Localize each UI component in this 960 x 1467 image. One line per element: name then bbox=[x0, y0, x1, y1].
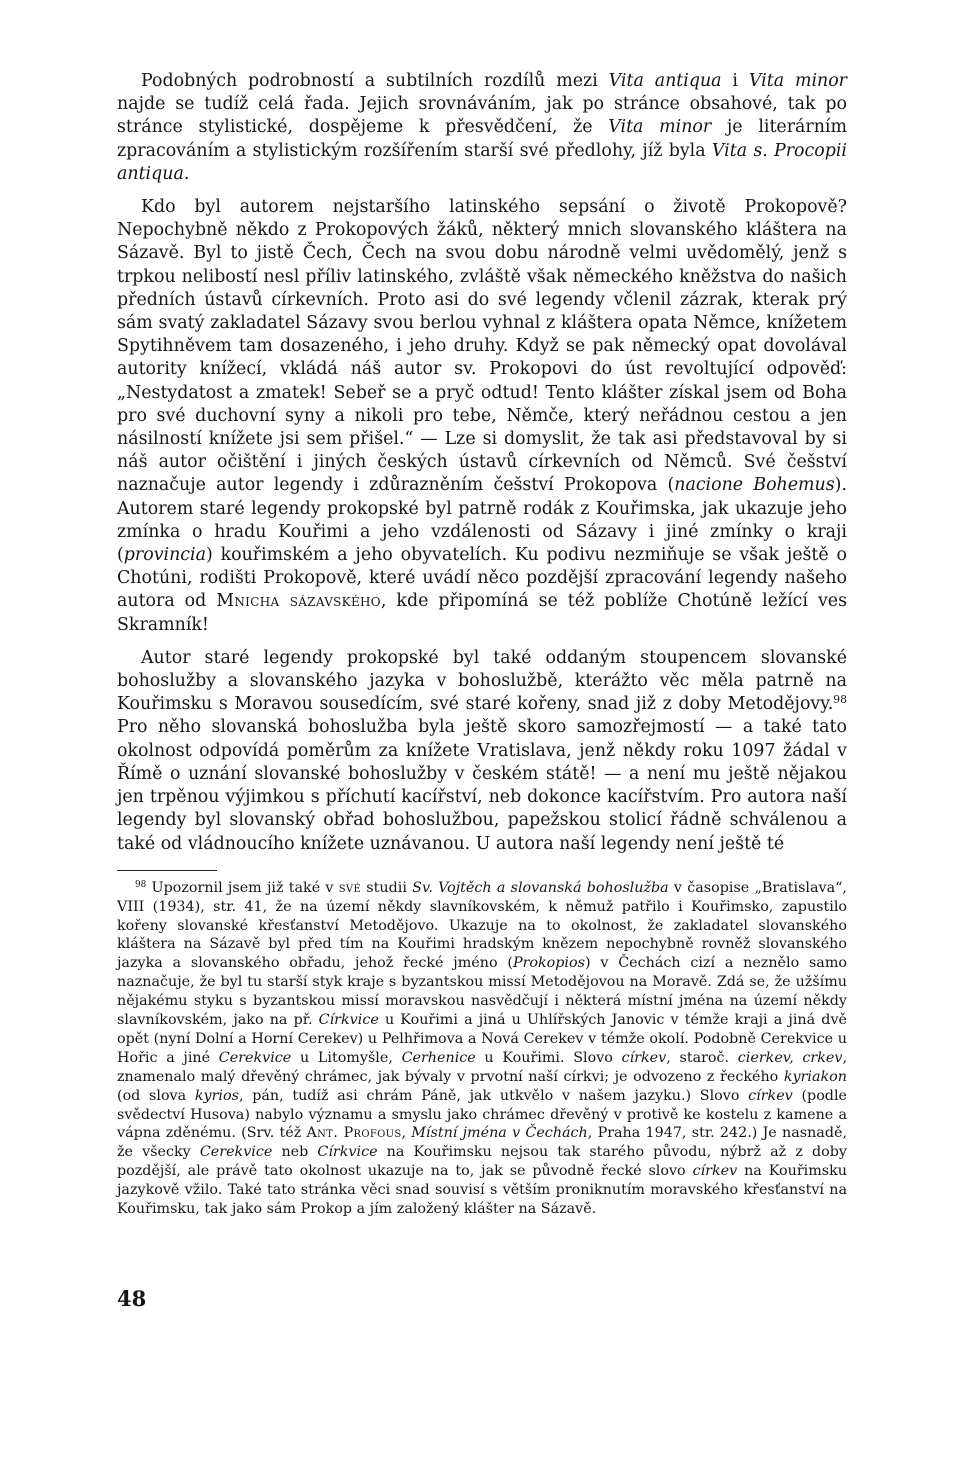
text-run: Pro něho slovanská bohoslužba byla ještě skoro samozřejmostí — a také tato okolnost odpovídá poměrům za knížete Vratislava, jenž někdy roku 1097 žádal v Římě o uznání slovanské bohoslužby v českém státě! — a není mu ještě nějakou jen trpěnou výjimkou s příchutí kacířství, neb dokonce kacířstvím. Pro autora naší legendy byl slovanský obřad bohoslužbou, papežskou stolicí řádně schválenou a také od vládnoucího knížete uznávanou. U autora naší legendy není ještě té bbox=[117, 717, 847, 854]
italic-run: Církvice bbox=[317, 1144, 378, 1161]
italic-run: provincia bbox=[123, 545, 206, 566]
italic-run: cierkev, crkev bbox=[737, 1049, 843, 1066]
page-content bbox=[117, 70, 847, 1219]
text-run: v časopise „Bratislava“, VIII (1934), str. 41, že na území někdy slavníkovském, k němuž patřilo i Kouřimsko, zapustilo kořeny slovanské křesťanství Metodějovo. Ukazuje na to okolnost, že zakladatel slovanského kláštera na Sázavě byl před tím na Kouřimi hradským knězem nepochybně rovněž slovanského jazyka a slovanského obřadu, jehož řecké jméno ( bbox=[117, 879, 847, 972]
footnote-marker: 98 bbox=[135, 879, 147, 890]
paragraph-1 bbox=[117, 70, 847, 186]
italic-run: církev bbox=[748, 1087, 793, 1104]
italic-run: kyrios bbox=[194, 1087, 239, 1104]
text-run: , Praha 1947, str. 242.) Je nasnadě, že všecky bbox=[117, 1125, 847, 1161]
text-run: Upozornil jsem již také v bbox=[146, 879, 339, 896]
paragraph-3 bbox=[117, 647, 847, 856]
text-run: najde se tudíž celá řada. Jejich srovnáváním, jak po stránce obsahové, tak po stránce stylistické, dospějeme k přesvědčení, že bbox=[117, 94, 847, 138]
italic-run: Vita s. Procopii antiqua bbox=[117, 140, 847, 184]
small-caps-run: Mnicha sázavského bbox=[216, 591, 381, 612]
text-run: Podobných podrobností a subtilních rozdílů mezi bbox=[141, 71, 609, 91]
italic-run: Vita minor bbox=[748, 71, 847, 91]
text-run: . bbox=[183, 163, 190, 184]
text-run: Kdo byl autorem nejstaršího latinského sepsání o životě Prokopově? Nepochybně někdo z Prokopových žáků, některý mnich slovanského kláštera na Sázavě. Byl to jistě Čech, Čech na svou dobu národně velmi uvědomělý, jenž s trpkou nelibostí nesl příliv latinského, zvláště však německého kněžstva do našich předních ústavů církevních. Proto asi do své legendy včlenil zázrak, kterak prý sám svatý zakladatel Sázavy svou berlou vyhnal z kláštera opata Němce, knížetem Spytihněvem tam dosazeného, i jeho druhy. Když se pak německý opat dovolával autority knížecí, vkládá náš autor sv. Prokopovi do úst revoltující odpověď: „Nestydatost a zmatek! Sebeř se a pryč odtud! Tento klášter získal jsem od Boha pro své duchovní syny a nikoli pro tebe, Němče, který neřádnou cestou a jen násilností knížete jsi sem přišel.“ — Lze si domyslit, že tak asi představoval by si náš autor očištění i jiných českých ústavů církevních od Němců. Své češství naznačuje autor legendy i zdůrazněním češství Prokopova ( bbox=[117, 197, 847, 496]
italic-run: nacione Bohemus bbox=[674, 475, 835, 496]
text-run: u Kouřimi a jiná u Uhlířských Janovic v témže kraji a jiná dvě opět (nyní Dolní a Horní Cerekev) u Pelhřimova a Nová Cerekev v témže okolí. Podobně Cerekvice u Hořic a jiné bbox=[117, 1012, 847, 1066]
small-caps-run: své bbox=[338, 879, 362, 896]
text-run: u Kouřimi. Slovo bbox=[475, 1049, 622, 1066]
page-number: 48 bbox=[117, 1286, 147, 1311]
text-run: , bbox=[401, 1125, 412, 1142]
text-run: , znamenalo malý dřevěný chrámec, jak bývaly v prvotní naší církvi; je odvozeno z řeckého bbox=[117, 1049, 848, 1085]
paragraph-2 bbox=[117, 196, 847, 637]
text-run: na Kouřimsku nejsou tak starého původu, nýbrž až z doby pozdější, ale právě tato okolnost ukazuje na to, jak se původně řecké slovo bbox=[117, 1144, 847, 1180]
italic-run: Vita antiqua bbox=[608, 71, 722, 91]
text-run: , staroč. bbox=[666, 1049, 738, 1066]
text-run: Autor staré legendy prokopské byl také oddaným stoupencem slovanské bohoslužby a slovanského jazyka v bohoslužbě, kterážto věc měla patrně na Kouřimsku s Moravou sousedícím, své staré kořeny, snad již z doby Metodějovy. bbox=[117, 647, 847, 715]
italic-run: Vita minor bbox=[608, 117, 712, 138]
italic-run: církev bbox=[621, 1049, 667, 1066]
text-run: je literárním zpracováním a stylistickým rozšířením starší své předlohy, jíž byla bbox=[117, 117, 847, 161]
text-run: ) kouřimském a jeho obyvatelích. Ku podivu nezmiňuje se však ještě o Chotúni, rodišti Prokopově, které uvádí něco pozdější zpracování legendy našeho autora od bbox=[117, 545, 847, 612]
text-run: , kde připomíná se též poblíže Chotúně ležící ves Skramník! bbox=[117, 591, 847, 635]
text-run: (od slova bbox=[117, 1087, 195, 1104]
italic-run: Cerekvice bbox=[218, 1049, 292, 1066]
main-text bbox=[117, 70, 847, 856]
italic-run: Sv. Vojtěch a slovanská bohoslužba bbox=[412, 879, 669, 896]
text-run: ). Autorem staré legendy prokopské byl patrně rodák z Kouřimska, jak ukazuje jeho zmínka o hradu Kouřimi a jeho vzdálenosti od Sázavy i jiné zmínky o kraji ( bbox=[117, 475, 847, 566]
text-run: na Kouřimsku jazykově vžilo. Také tato stránka věci snad souvisí s větším proniknutím moravského křesťanství na Kouřimsku, tak jako sám Prokop a jím založený klášter na Sázavě. bbox=[117, 1163, 848, 1218]
small-caps-run: Ant. Profous bbox=[306, 1125, 402, 1142]
text-run: u Litomyšle, bbox=[291, 1049, 402, 1066]
footnote-divider bbox=[117, 870, 217, 871]
italic-run: Prokopios bbox=[512, 955, 585, 972]
text-run: ) v Čechách cizí a neznělo samo naznačuje, že byl tu starší styk kraje s byzantskou missí Metodějovou na Moravě. Zdá se, že užšímu nějakému styku s byzantskou missí moravskou nasvědčují i některá místní jména na území někdy slavníkovském, jako na př. bbox=[117, 955, 847, 1029]
italic-run: Církvice bbox=[318, 1012, 379, 1029]
footnote-ref[interactable]: 98 bbox=[833, 693, 847, 707]
italic-run: církev bbox=[692, 1163, 738, 1180]
text-run: studii bbox=[361, 879, 413, 896]
italic-run: Cerekvice bbox=[199, 1144, 273, 1161]
text-run: (podle svědectví Husova) nabylo významu a smyslu jako chrámec dřevěný v protivě ke kostelu z kamene a vápna zděnému. (Srv. též bbox=[117, 1087, 847, 1142]
text-run: , pán, tudíž asi chrám Páně, jak utkvělo v našem jazyku.) Slovo bbox=[238, 1087, 749, 1104]
italic-run: Místní jména v Čechách bbox=[411, 1125, 588, 1142]
text-run: neb bbox=[272, 1144, 318, 1161]
text-run: i bbox=[721, 71, 749, 91]
footnote-98 bbox=[117, 879, 847, 1219]
italic-run: Cerhenice bbox=[401, 1049, 476, 1066]
italic-run: kyriakon bbox=[783, 1068, 847, 1085]
